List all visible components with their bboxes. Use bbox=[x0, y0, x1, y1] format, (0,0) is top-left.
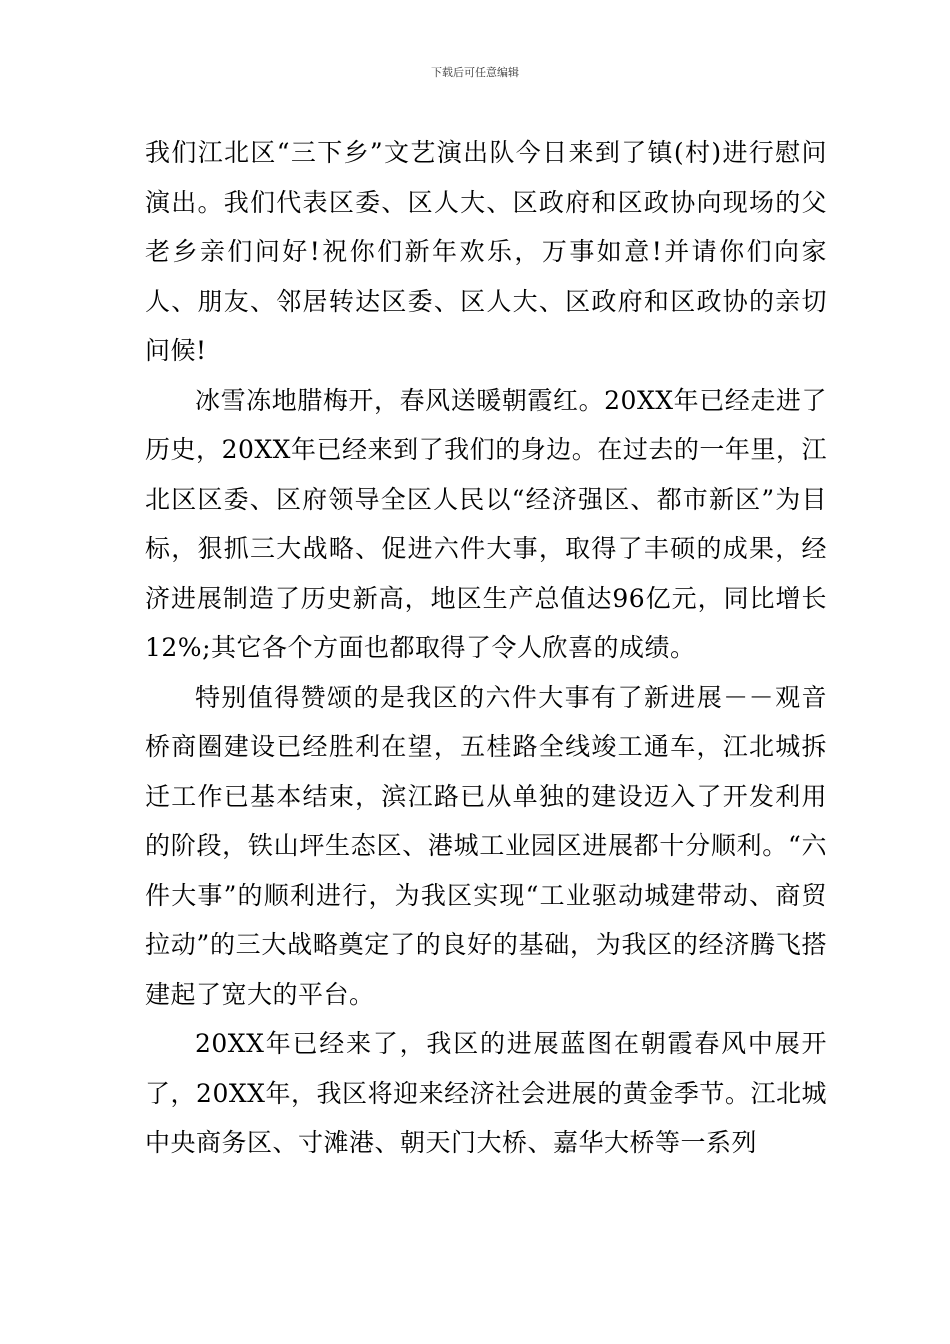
paragraph-4: 20XX年已经来了，我区的进展蓝图在朝霞春风中展开了，20XX年，我区将迎来经济社会进展的黄金季节。江北城中央商务区、寸滩港、朝天门大桥、嘉华大桥等一系列 bbox=[145, 1029, 827, 1157]
page-header-note: 下载后可任意编辑 bbox=[431, 66, 519, 79]
paragraph-2: 冰雪冻地腊梅开，春风送暖朝霞红。20XX年已经走进了历史，20XX年已经来到了我们的身边。在过去的一年里，江北区区委、区府领导全区人民以“经济强区、都市新区”为目标，狠抓三大战略、促进六件大事，取得了丰硕的成果，经济进展制造了历史新高，地区生产总值达96亿元，同比增长12%;其它各个方面也都取得了令人欣喜的成绩。 bbox=[145, 385, 827, 662]
paragraph-3: 特别值得赞颂的是我区的六件大事有了新进展－－观音桥商圈建设已经胜利在望，五桂路全线竣工通车，江北城拆迁工作已基本结束，滨江路已从单独的建设迈入了开发利用的阶段，铁山坪生态区、港城工业园区进展都十分顺利。“六件大事”的顺利进行，为我区实现“工业驱动城建带动、商贸拉动”的三大战略奠定了的良好的基础，为我区的经济腾飞搭建起了宽大的平台。 bbox=[145, 682, 827, 1009]
document-body bbox=[145, 128, 827, 1168]
paragraph-1: 我们江北区“三下乡”文艺演出队今日来到了镇(村)进行慰问演出。我们代表区委、区人大、区政府和区政协向现场的父老乡亲们问好!祝你们新年欢乐，万事如意!并请你们向家人、朋友、邻居转达区委、区人大、区政府和区政协的亲切问候! bbox=[145, 138, 827, 365]
